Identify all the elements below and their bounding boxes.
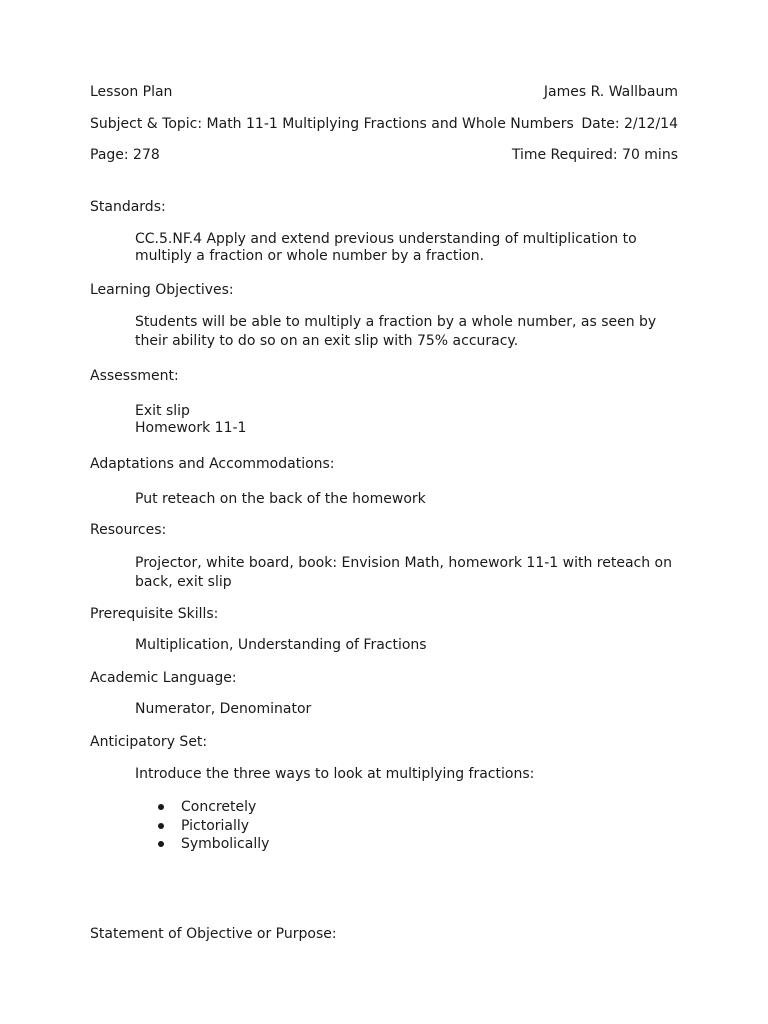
subject-topic: Subject & Topic: Math 11-1 Multiplying Fractions and Whole Numbers (90, 116, 574, 132)
list-item (135, 798, 269, 817)
resources-body: Projector, white board, book: Envision Math, homework 11-1 with reteach on back, exit slip (135, 555, 672, 590)
learning-objectives-heading: Learning Objectives: (90, 282, 234, 298)
list-item-label: Concretely (181, 799, 257, 815)
statement-of-objective-heading: Statement of Objective or Purpose: (90, 926, 337, 942)
standards-heading: Standards: (90, 199, 166, 215)
list-item (135, 835, 269, 854)
adaptations-heading: Adaptations and Accommodations: (90, 456, 335, 472)
anticipatory-set-body: Introduce the three ways to look at multiplying fractions: (135, 766, 535, 782)
academic-language-heading: Academic Language: (90, 670, 237, 686)
resources-heading: Resources: (90, 522, 167, 538)
page-number: Page: 278 (90, 147, 160, 163)
assessment-item: Exit slip (135, 403, 190, 419)
header-row-2 (90, 116, 678, 133)
prerequisite-skills-body: Multiplication, Understanding of Fractions (135, 637, 427, 653)
assessment-item: Homework 11-1 (135, 420, 247, 436)
author-name: James R. Wallbaum (543, 84, 678, 100)
lesson-date: Date: 2/12/14 (581, 116, 678, 132)
header-row-3 (90, 147, 678, 164)
academic-language-body: Numerator, Denominator (135, 701, 312, 717)
adaptations-body: Put reteach on the back of the homework (135, 491, 426, 507)
anticipatory-set-bullet-list (135, 798, 269, 854)
document-title: Lesson Plan (90, 84, 173, 100)
learning-objectives-body: Students will be able to multiply a fraction by a whole number, as seen by their ability to do so on an exit slip with 75% accuracy. (135, 314, 657, 349)
header-row-1 (90, 84, 678, 101)
standards-body: CC.5.NF.4 Apply and extend previous understanding of multiplication to multiply a fraction or whole number by a fraction. (135, 231, 637, 264)
bullet-icon (158, 841, 164, 847)
anticipatory-set-heading: Anticipatory Set: (90, 734, 208, 750)
bullet-icon (158, 804, 164, 810)
prerequisite-skills-heading: Prerequisite Skills: (90, 606, 219, 622)
assessment-heading: Assessment: (90, 368, 179, 384)
bullet-icon (158, 823, 164, 829)
list-item-label: Symbolically (181, 836, 270, 852)
list-item-label: Pictorially (181, 817, 250, 834)
time-required: Time Required: 70 mins (511, 147, 678, 163)
list-item (135, 817, 269, 836)
